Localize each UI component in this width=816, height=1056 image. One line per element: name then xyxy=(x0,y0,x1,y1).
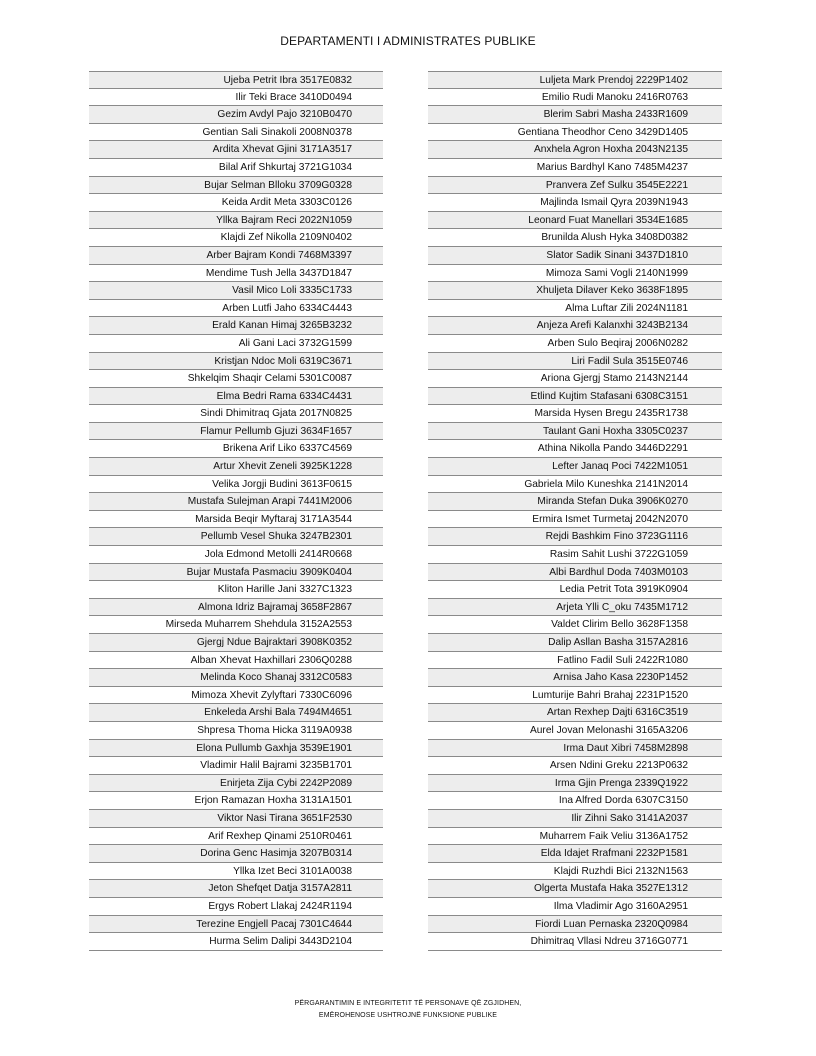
list-item: Anjeza Arefi Kalanxhi 3243B2134 xyxy=(428,317,722,335)
list-item: Majlinda Ismail Qyra 2039N1943 xyxy=(428,194,722,212)
list-item: Dhimitraq Vllasi Ndreu 3716G0771 xyxy=(428,933,722,951)
list-item: Gentiana Theodhor Ceno 3429D1405 xyxy=(428,124,722,142)
list-item: Blerim Sabri Masha 2433R1609 xyxy=(428,106,722,124)
list-item: Alban Xhevat Haxhillari 2306Q0288 xyxy=(89,652,383,670)
page-title: DEPARTAMENTI I ADMINISTRATES PUBLIKE xyxy=(280,34,536,48)
list-item: Lumturije Bahri Brahaj 2231P1520 xyxy=(428,687,722,705)
list-item: Almona Idriz Bajramaj 3658F2867 xyxy=(89,599,383,617)
list-item: Albi Bardhul Doda 7403M0103 xyxy=(428,564,722,582)
footer-line-2: EMËROHENOSE USHTROJNË FUNKSIONE PUBLIKE xyxy=(318,1012,498,1019)
left-name-column xyxy=(89,71,383,951)
list-item: Fatlino Fadil Suli 2422R1080 xyxy=(428,652,722,670)
list-item: Dalip Asllan Basha 3157A2816 xyxy=(428,634,722,652)
list-item: Mimoza Sami Vogli 2140N1999 xyxy=(428,265,722,283)
list-item: Hurma Selim Dalipi 3443D2104 xyxy=(89,933,383,951)
list-item: Liri Fadil Sula 3515E0746 xyxy=(428,353,722,371)
list-item: Sindi Dhimitraq Gjata 2017N0825 xyxy=(89,405,383,423)
list-item: Valdet Clirim Bello 3628F1358 xyxy=(428,616,722,634)
list-item: Ermira Ismet Turmetaj 2042N2070 xyxy=(428,511,722,529)
list-item: Miranda Stefan Duka 3906K0270 xyxy=(428,493,722,511)
list-item: Kristjan Ndoc Moli 6319C3671 xyxy=(89,353,383,371)
list-item: Kliton Harille Jani 3327C1323 xyxy=(89,581,383,599)
list-item: Rejdi Bashkim Fino 3723G1116 xyxy=(428,528,722,546)
list-item: Athina Nikolla Pando 3446D2291 xyxy=(428,440,722,458)
list-item: Arben Sulo Beqiraj 2006N0282 xyxy=(428,335,722,353)
list-item: Velika Jorgji Budini 3613F0615 xyxy=(89,476,383,494)
list-item: Lefter Janaq Poci 7422M1051 xyxy=(428,458,722,476)
list-item: Ilir Zihni Sako 3141A2037 xyxy=(428,810,722,828)
list-item: Mimoza Xhevit Zylyftari 7330C6096 xyxy=(89,687,383,705)
list-item: Jola Edmond Metolli 2414R0668 xyxy=(89,546,383,564)
list-item: Ilma Vladimir Ago 3160A2951 xyxy=(428,898,722,916)
list-item: Luljeta Mark Prendoj 2229P1402 xyxy=(428,71,722,89)
list-item: Pellumb Vesel Shuka 3247B2301 xyxy=(89,528,383,546)
list-item: Klajdi Zef Nikolla 2109N0402 xyxy=(89,229,383,247)
list-item: Taulant Gani Hoxha 3305C0237 xyxy=(428,423,722,441)
list-item: Ergys Robert Llakaj 2424R1194 xyxy=(89,898,383,916)
list-item: Ardita Xhevat Gjini 3171A3517 xyxy=(89,141,383,159)
list-item: Ledia Petrit Tota 3919K0904 xyxy=(428,581,722,599)
list-item: Gabriela Milo Kuneshka 2141N2014 xyxy=(428,476,722,494)
list-item: Mirseda Muharrem Shehdula 3152A2553 xyxy=(89,616,383,634)
list-item: Elona Pullumb Gaxhja 3539E1901 xyxy=(89,740,383,758)
list-item: Shpresa Thoma Hicka 3119A0938 xyxy=(89,722,383,740)
list-item: Arber Bajram Kondi 7468M3397 xyxy=(89,247,383,265)
list-item: Erjon Ramazan Hoxha 3131A1501 xyxy=(89,792,383,810)
list-item: Melinda Koco Shanaj 3312C0583 xyxy=(89,669,383,687)
list-item: Keida Ardit Meta 3303C0126 xyxy=(89,194,383,212)
list-item: Rasim Sahit Lushi 3722G1059 xyxy=(428,546,722,564)
list-item: Ariona Gjergj Stamo 2143N2144 xyxy=(428,370,722,388)
page-footer xyxy=(0,998,816,1022)
list-item: Dorina Genc Hasimja 3207B0314 xyxy=(89,845,383,863)
list-item: Xhuljeta Dilaver Keko 3638F1895 xyxy=(428,282,722,300)
list-item: Gentian Sali Sinakoli 2008N0378 xyxy=(89,124,383,142)
list-item: Mustafa Sulejman Arapi 7441M2006 xyxy=(89,493,383,511)
list-item: Gezim Avdyl Pajo 3210B0470 xyxy=(89,106,383,124)
list-item: Anxhela Agron Hoxha 2043N2135 xyxy=(428,141,722,159)
list-item: Vasil Mico Loli 3335C1733 xyxy=(89,282,383,300)
list-item: Yllka Bajram Reci 2022N1059 xyxy=(89,212,383,230)
list-item: Irma Daut Xibri 7458M2898 xyxy=(428,740,722,758)
list-item: Ina Alfred Dorda 6307C3150 xyxy=(428,792,722,810)
list-item: Alma Luftar Zili 2024N1181 xyxy=(428,300,722,318)
footer-line-1: PËRGARANTIMIN E INTEGRITETIT TË PERSONAVE QË ZGJIDHEN, xyxy=(294,1000,522,1007)
list-item: Marius Bardhyl Kano 7485M4237 xyxy=(428,159,722,177)
list-item: Mendime Tush Jella 3437D1847 xyxy=(89,265,383,283)
list-item: Arnisa Jaho Kasa 2230P1452 xyxy=(428,669,722,687)
list-item: Ilir Teki Brace 3410D0494 xyxy=(89,89,383,107)
list-item: Marsida Beqir Myftaraj 3171A3544 xyxy=(89,511,383,529)
list-item: Enkeleda Arshi Bala 7494M4651 xyxy=(89,704,383,722)
list-item: Shkelqim Shaqir Celami 5301C0087 xyxy=(89,370,383,388)
list-item: Bujar Mustafa Pasmaciu 3909K0404 xyxy=(89,564,383,582)
list-item: Enirjeta Zija Cybi 2242P2089 xyxy=(89,775,383,793)
right-name-column xyxy=(428,71,722,951)
list-item: Emilio Rudi Manoku 2416R0763 xyxy=(428,89,722,107)
list-item: Marsida Hysen Bregu 2435R1738 xyxy=(428,405,722,423)
list-item: Arif Rexhep Qinami 2510R0461 xyxy=(89,828,383,846)
list-item: Muharrem Faik Veliu 3136A1752 xyxy=(428,828,722,846)
list-item: Erald Kanan Himaj 3265B3232 xyxy=(89,317,383,335)
list-item: Slator Sadik Sinani 3437D1810 xyxy=(428,247,722,265)
list-item: Ali Gani Laci 3732G1599 xyxy=(89,335,383,353)
list-item: Pranvera Zef Sulku 3545E2221 xyxy=(428,177,722,195)
list-item: Jeton Shefqet Datja 3157A2811 xyxy=(89,880,383,898)
list-item: Artur Xhevit Zeneli 3925K1228 xyxy=(89,458,383,476)
list-item: Arjeta Ylli C_oku 7435M1712 xyxy=(428,599,722,617)
list-item: Brunilda Alush Hyka 3408D0382 xyxy=(428,229,722,247)
list-item: Klajdi Ruzhdi Bici 2132N1563 xyxy=(428,863,722,881)
list-item: Etlind Kujtim Stafasani 6308C3151 xyxy=(428,388,722,406)
list-item: Aurel Jovan Melonashi 3165A3206 xyxy=(428,722,722,740)
list-item: Artan Rexhep Dajti 6316C3519 xyxy=(428,704,722,722)
list-item: Arben Lutfi Jaho 6334C4443 xyxy=(89,300,383,318)
list-item: Flamur Pellumb Gjuzi 3634F1657 xyxy=(89,423,383,441)
list-item: Elma Bedri Rama 6334C4431 xyxy=(89,388,383,406)
list-item: Fiordi Luan Pernaska 2320Q0984 xyxy=(428,916,722,934)
list-item: Arsen Ndini Greku 2213P0632 xyxy=(428,757,722,775)
list-item: Vladimir Halil Bajrami 3235B1701 xyxy=(89,757,383,775)
list-item: Viktor Nasi Tirana 3651F2530 xyxy=(89,810,383,828)
list-item: Terezine Engjell Pacaj 7301C4644 xyxy=(89,916,383,934)
list-item: Olgerta Mustafa Haka 3527E1312 xyxy=(428,880,722,898)
list-item: Gjergj Ndue Bajraktari 3908K0352 xyxy=(89,634,383,652)
list-item: Ujeba Petrit Ibra 3517E0832 xyxy=(89,71,383,89)
list-item: Elda Idajet Rrafmani 2232P1581 xyxy=(428,845,722,863)
list-item: Bilal Arif Shkurtaj 3721G1034 xyxy=(89,159,383,177)
list-item: Yllka Izet Beci 3101A0038 xyxy=(89,863,383,881)
list-item: Leonard Fuat Manellari 3534E1685 xyxy=(428,212,722,230)
list-item: Irma Gjin Prenga 2339Q1922 xyxy=(428,775,722,793)
list-item: Brikena Arif Liko 6337C4569 xyxy=(89,440,383,458)
list-item: Bujar Selman Blloku 3709G0328 xyxy=(89,177,383,195)
